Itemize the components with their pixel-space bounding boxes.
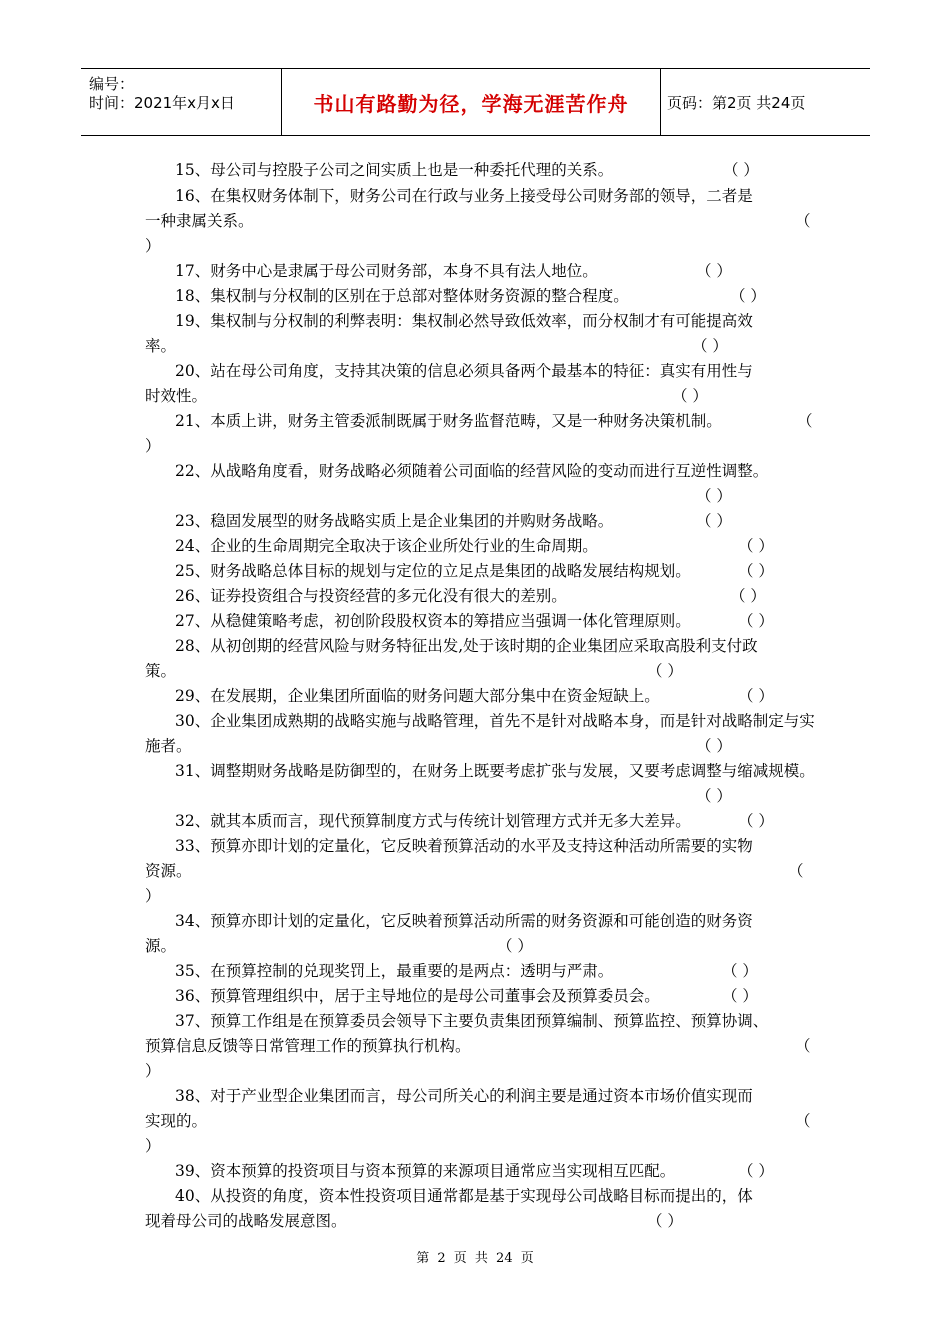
answer-blank: （ ）	[647, 1212, 683, 1230]
answer-blank: （	[795, 1112, 811, 1130]
answer-blank: （ ）	[696, 262, 732, 280]
answer-blank: （ ）	[497, 937, 533, 955]
answer-blank: （	[797, 412, 813, 430]
answer-blank: （	[788, 862, 804, 880]
answer-blank: （ ）	[738, 687, 774, 705]
question-text-continued: 一种隶属关系。	[145, 212, 254, 230]
answer-blank: （ ）	[723, 161, 759, 179]
page-info: 页码：第2页 共24页	[667, 93, 806, 112]
question-text: 38、对于产业型企业集团而言，母公司所关心的利润主要是通过资本市场价值实现而	[175, 1087, 753, 1105]
question-text: 28、从初创期的经营风险与财务特征出发,处于该时期的企业集团应采取高股利支付政	[175, 637, 758, 655]
question-text: 34、预算亦即计划的定量化，它反映着预算活动所需的财务资源和可能创造的财务资	[175, 912, 753, 930]
question-text: 31、调整期财务战略是防御型的，在财务上既要考虑扩张与发展，又要考虑调整与缩减规模。	[175, 762, 815, 780]
answer-blank: （ ）	[738, 812, 774, 830]
question-text: 17、财务中心是隶属于母公司财务部，本身不具有法人地位。	[175, 262, 598, 280]
answer-blank: （ ）	[738, 562, 774, 580]
answer-blank: （ ）	[696, 487, 732, 505]
answer-blank: ）	[145, 237, 161, 255]
question-text: 32、就其本质而言，现代预算制度方式与传统计划管理方式并无多大差异。	[175, 812, 691, 830]
question-text: 16、在集权财务体制下，财务公司在行政与业务上接受母公司财务部的领导，二者是	[175, 187, 753, 205]
answer-blank: （ ）	[738, 1162, 774, 1180]
page-footer: 第 2 页 共 24 页	[416, 1251, 534, 1266]
header-page-cell	[661, 69, 870, 135]
question-text: 18、集权制与分权制的区别在于总部对整体财务资源的整合程度。	[175, 287, 629, 305]
question-text: 19、集权制与分权制的利弊表明：集权制必然导致低效率，而分权制才有可能提高效	[175, 312, 753, 330]
question-text: 22、从战略角度看，财务战略必须随着公司面临的经营风险的变动而进行互逆性调整。	[175, 462, 769, 480]
question-text: 35、在预算控制的兑现奖罚上，最重要的是两点：透明与严肃。	[175, 962, 614, 980]
document-number-label: 编号：	[89, 75, 135, 93]
header-motto-cell	[282, 69, 661, 135]
answer-blank: （ ）	[647, 662, 683, 680]
question-text: 36、预算管理组织中，居于主导地位的是母公司董事会及预算委员会。	[175, 987, 660, 1005]
answer-blank: （ ）	[696, 787, 732, 805]
question-text: 30、企业集团成熟期的战略实施与战略管理，首先不是针对战略本身，而是针对战略制定与实	[175, 712, 815, 730]
answer-blank: （ ）	[692, 337, 728, 355]
question-text: 21、本质上讲，财务主管委派制既属于财务监督范畴，又是一种财务决策机制。	[175, 412, 722, 430]
question-text: 27、从稳健策略考虑，初创阶段股权资本的筹措应当强调一体化管理原则。	[175, 612, 691, 630]
question-text-continued: 预算信息反馈等日常管理工作的预算执行机构。	[145, 1037, 471, 1055]
question-text-continued: 策。	[145, 662, 177, 680]
answer-blank: （ ）	[738, 612, 774, 630]
answer-blank: （ ）	[738, 537, 774, 555]
question-text: 23、稳固发展型的财务战略实质上是企业集团的并购财务战略。	[175, 512, 614, 530]
question-text: 26、证券投资组合与投资经营的多元化没有很大的差别。	[175, 587, 567, 605]
question-text: 29、在发展期，企业集团所面临的财务问题大部分集中在资金短缺上。	[175, 687, 660, 705]
answer-blank: （ ）	[672, 387, 708, 405]
question-text-continued: 施者。	[145, 737, 192, 755]
answer-blank: （ ）	[696, 737, 732, 755]
motto-text: 书山有路勤为径，学海无涯苦作舟	[313, 91, 629, 116]
question-text: 15、母公司与控股子公司之间实质上也是一种委托代理的关系。	[175, 161, 614, 179]
question-text: 33、预算亦即计划的定量化，它反映着预算活动的水平及支持这种活动所需要的实物	[175, 837, 753, 855]
page-header	[81, 68, 870, 136]
answer-blank: ）	[145, 437, 161, 455]
question-text: 24、企业的生命周期完全取决于该企业所处行业的生命周期。	[175, 537, 598, 555]
answer-blank: ）	[145, 1137, 161, 1155]
question-text: 39、资本预算的投资项目与资本预算的来源项目通常应当实现相互匹配。	[175, 1162, 676, 1180]
answer-blank: （ ）	[730, 587, 766, 605]
answer-blank: ）	[145, 1062, 161, 1080]
answer-blank: （ ）	[722, 962, 758, 980]
question-text-continued: 现着母公司的战略发展意图。	[145, 1212, 347, 1230]
question-text: 37、预算工作组是在预算委员会领导下主要负责集团预算编制、预算监控、预算协调、	[175, 1012, 769, 1030]
question-text: 25、财务战略总体目标的规划与定位的立足点是集团的战略发展结构规划。	[175, 562, 691, 580]
header-meta	[81, 69, 282, 135]
answer-blank: （ ）	[730, 287, 766, 305]
date-label: 时间：2021年x月x日	[89, 94, 235, 112]
question-text-continued: 率。	[145, 337, 177, 355]
answer-blank: （ ）	[696, 512, 732, 530]
question-text: 20、站在母公司角度，支持其决策的信息必须具备两个最基本的特征：真实有用性与	[175, 362, 753, 380]
answer-blank: （ ）	[722, 987, 758, 1005]
question-text-continued: 源。	[145, 937, 177, 955]
question-text-continued: 实现的。	[145, 1112, 208, 1130]
question-text-continued: 时效性。	[145, 387, 208, 405]
answer-blank: （	[795, 212, 811, 230]
question-text: 40、从投资的角度，资本性投资项目通常都是基于实现母公司战略目标而提出的，体	[175, 1187, 753, 1205]
question-text-continued: 资源。	[145, 862, 192, 880]
answer-blank: ）	[145, 887, 161, 905]
answer-blank: （	[795, 1037, 811, 1055]
